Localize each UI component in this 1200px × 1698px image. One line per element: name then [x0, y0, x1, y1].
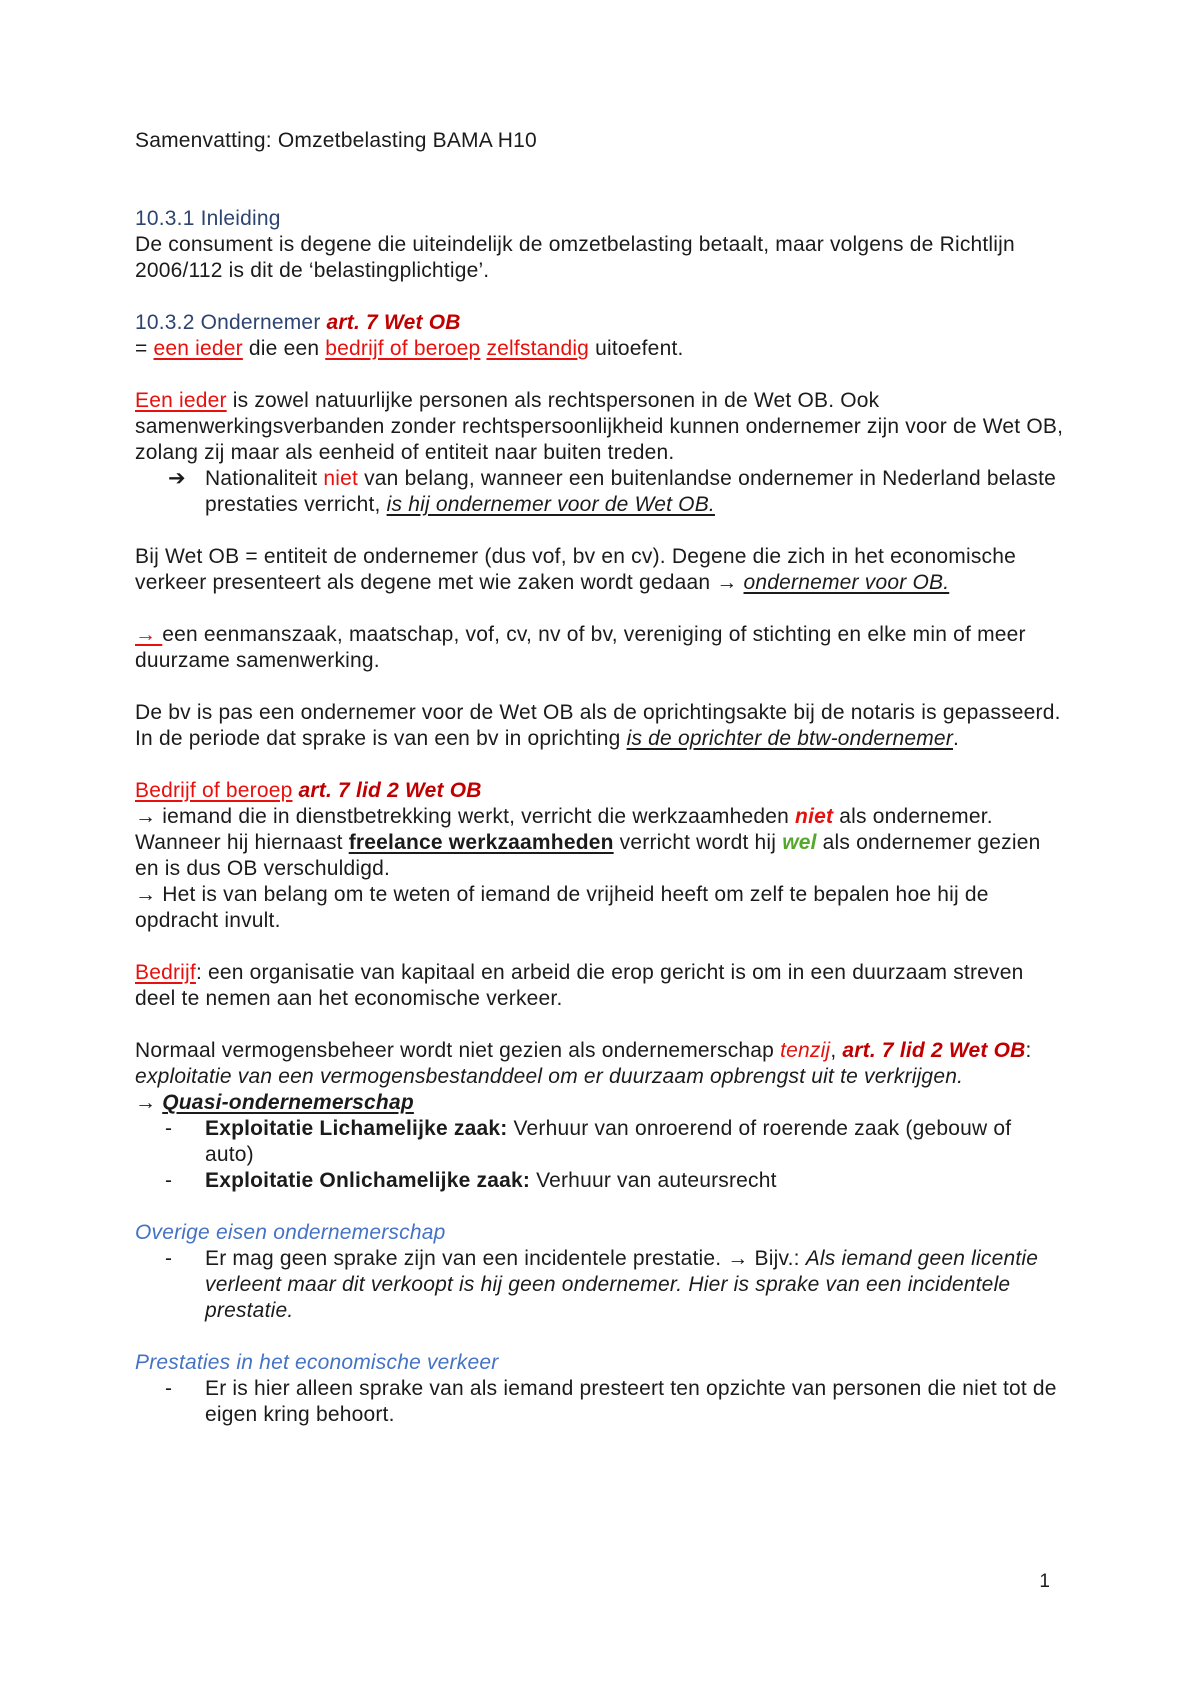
text-run: Er mag geen sprake zijn van een incidentele prestatie. → Bijv.:	[205, 1247, 806, 1270]
document-body	[135, 128, 1065, 1428]
list-item	[135, 1168, 1065, 1194]
paragraph	[135, 544, 1065, 596]
section-heading	[135, 778, 1065, 804]
list-item-text	[205, 466, 1065, 518]
dash-bullet: -	[165, 1247, 173, 1270]
text-run: Quasi-ondernemerschap	[162, 1091, 414, 1114]
text-run: art. 7 Wet OB	[326, 311, 461, 334]
text-run: Bedrijf of beroep	[135, 779, 293, 802]
text-run: een ieder	[153, 337, 243, 360]
text-run: Verhuur van onroerend of roerende zaak (gebouw of auto)	[205, 1117, 1012, 1166]
text-run: Als iemand geen licentie verleent maar dit verkoopt is hij geen ondernemer. Hier is sprake van een incidentele prestatie.	[205, 1247, 1039, 1322]
text-run: exploitatie van een vermogensbestanddeel om er duurzaam opbrengst uit te verkrijgen.	[135, 1065, 964, 1088]
text-run: :	[1025, 1039, 1032, 1062]
text-run: niet	[323, 467, 359, 490]
list-item-text	[205, 1168, 1065, 1194]
arrow-bullet-icon: ➔	[168, 467, 186, 490]
dash-bullet: -	[165, 1117, 173, 1140]
text-run: → iemand die in dienstbetrekking werkt, verricht die werkzaamheden	[135, 805, 796, 828]
page-number: 1	[1039, 1571, 1050, 1592]
text-run: die een	[242, 337, 326, 360]
list-item	[135, 1116, 1065, 1168]
text-run: Bedrijf	[135, 961, 196, 984]
paragraph	[135, 1038, 1065, 1090]
section-heading	[135, 310, 1065, 336]
text-run: art. 7 lid 2 Wet OB	[298, 779, 482, 802]
dash-bullet: -	[165, 1169, 173, 1192]
text-run: =	[135, 337, 154, 360]
text-run: als ondernemer. Wanneer hij hiernaast	[135, 805, 993, 854]
text-run: uitoefent.	[589, 337, 684, 360]
text-run: Overige eisen ondernemerschap	[135, 1221, 446, 1244]
list-item	[135, 1246, 1065, 1324]
paragraph	[135, 336, 1065, 362]
dash-bullet: -	[165, 1377, 173, 1400]
sub-heading	[135, 1350, 1065, 1376]
list-item-text	[205, 1376, 1065, 1428]
text-run: Nationaliteit	[205, 467, 324, 490]
text-run: De consument is degene die uiteindelijk de omzetbelasting betaalt, maar volgens de Richtlijn 2006/112 is dit de ‘belastingplichtige’.	[135, 233, 1015, 282]
list-item-text	[205, 1246, 1065, 1324]
text-run: Prestaties in het economische verkeer	[135, 1351, 499, 1374]
text-run: Samenvatting: Omzetbelasting BAMA H10	[135, 129, 537, 152]
paragraph	[135, 700, 1065, 752]
text-run: De bv is pas een ondernemer voor de Wet OB als de oprichtingsakte bij de notaris is gepasseerd. In de periode dat sprake is van een bv in oprichting	[135, 701, 1061, 750]
list-item	[135, 466, 1065, 518]
text-run: → Het is van belang om te weten of iemand de vrijheid heeft om zelf te bepalen hoe hij de opdracht invult.	[135, 883, 989, 932]
paragraph	[135, 882, 1065, 934]
text-run: als ondernemer gezien en is dus OB verschuldigd.	[135, 831, 1041, 880]
sub-heading	[135, 1220, 1065, 1246]
paragraph	[135, 232, 1065, 284]
text-run: : een organisatie van kapitaal en arbeid die erop gericht is om in een duurzaam streven deel te nemen aan het economische verkeer.	[135, 961, 1024, 1010]
paragraph	[135, 388, 1065, 466]
text-run: Exploitatie Onlichamelijke zaak:	[205, 1169, 531, 1192]
doc-title	[135, 128, 1065, 154]
text-run: ondernemer voor OB.	[743, 571, 950, 594]
text-run: 10.3.1 Inleiding	[135, 207, 281, 230]
text-run: Normaal vermogensbeheer wordt niet gezien als ondernemerschap	[135, 1039, 781, 1062]
text-run: van belang, wanneer een buitenlandse ondernemer in Nederland belaste prestaties verricht,	[205, 467, 1056, 516]
paragraph	[135, 622, 1065, 674]
text-run: zelfstandig	[486, 337, 590, 360]
text-run: een eenmanszaak, maatschap, vof, cv, nv of bv, vereniging of stichting en elke min of meer duurzame samenwerking.	[135, 623, 1026, 672]
text-run: is de oprichter de btw-ondernemer	[626, 727, 954, 750]
text-run: Bij Wet OB = entiteit de ondernemer (dus vof, bv en cv). Degene die zich in het economische verkeer presenteert als degene met wie zaken wordt gedaan →	[135, 545, 1017, 594]
paragraph	[135, 1090, 1065, 1116]
text-run: is zowel natuurlijke personen als rechtspersonen in de Wet OB. Ook samenwerkingsverbanden zonder rechtspersoonlijkheid kunnen ondernemer zijn voor de Wet OB, zolang zij maar als eenheid of entiteit naar buiten treden.	[135, 389, 1064, 464]
text-run: niet	[795, 805, 834, 828]
text-run: ,	[830, 1039, 843, 1062]
text-run: Een ieder	[135, 389, 227, 412]
text-run: is hij ondernemer voor de Wet OB.	[386, 493, 715, 516]
text-run: .	[953, 727, 960, 750]
text-run: →	[135, 1091, 163, 1114]
text-run: Exploitatie Lichamelijke zaak:	[205, 1117, 508, 1140]
list-item	[135, 1376, 1065, 1428]
section-heading	[135, 206, 1065, 232]
text-run: wel	[782, 831, 817, 854]
text-run: 10.3.2 Ondernemer	[135, 311, 327, 334]
list-item-text	[205, 1116, 1065, 1168]
paragraph	[135, 804, 1065, 882]
text-run: tenzij	[780, 1039, 831, 1062]
text-run: art. 7 lid 2 Wet OB	[842, 1039, 1026, 1062]
text-run: bedrijf of beroep	[325, 337, 481, 360]
text-run: freelance werkzaamheden	[348, 831, 614, 854]
text-run: verricht wordt hij	[613, 831, 783, 854]
text-run: Verhuur van auteursrecht	[530, 1169, 777, 1192]
text-run: Er is hier alleen sprake van als iemand presteert ten opzichte van personen die niet tot de eigen kring behoort.	[205, 1377, 1057, 1426]
text-run: →	[135, 623, 163, 646]
paragraph	[135, 960, 1065, 1012]
